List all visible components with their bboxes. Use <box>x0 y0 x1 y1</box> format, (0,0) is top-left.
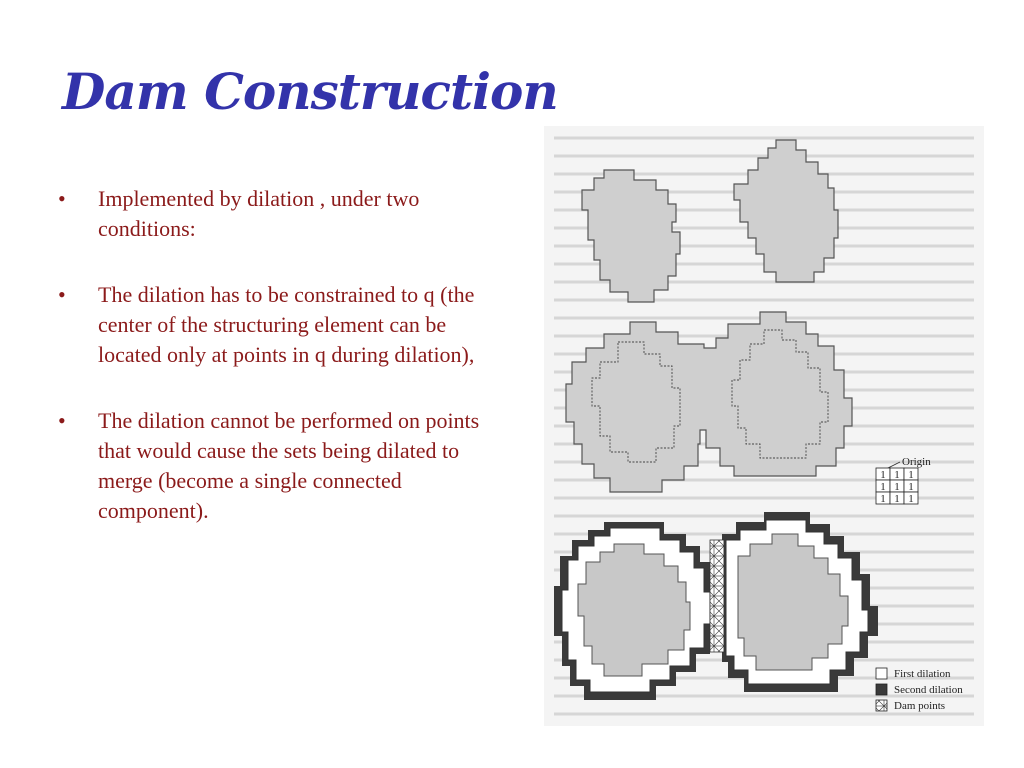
legend-label-dam-points: Dam points <box>894 700 946 712</box>
svg-text:1: 1 <box>894 493 900 505</box>
legend-swatch-second-dilation <box>876 684 887 695</box>
svg-text:1: 1 <box>880 469 886 481</box>
svg-text:1: 1 <box>880 493 886 505</box>
bullet-item <box>58 406 498 526</box>
bullet-text: Implemented by dilation , under two conditions: <box>98 186 420 241</box>
legend-label-first-dilation: First dilation <box>894 668 951 680</box>
svg-text:1: 1 <box>908 493 914 505</box>
legend-label-second-dilation: Second dilation <box>894 684 963 696</box>
bullet-dot-icon: • <box>58 408 66 433</box>
dam-points <box>710 540 724 652</box>
svg-text:1: 1 <box>908 481 914 493</box>
legend-swatch-dam-points <box>876 700 887 711</box>
svg-text:1: 1 <box>894 481 900 493</box>
dam-construction-figure <box>544 126 984 726</box>
svg-text:1: 1 <box>908 469 914 481</box>
structuring-values <box>880 469 914 505</box>
legend-swatch-first-dilation <box>876 668 887 679</box>
svg-text:1: 1 <box>894 469 900 481</box>
bullet-item <box>58 184 498 244</box>
bullet-list <box>58 184 498 562</box>
origin-label: Origin <box>902 456 931 468</box>
bullet-text: The dilation cannot be performed on points that would cause the sets being dilated to merge (become a single connected component). <box>98 408 480 523</box>
bullet-item <box>58 280 498 370</box>
bullet-dot-icon: • <box>58 186 66 211</box>
slide-title: Dam Construction <box>62 62 558 121</box>
svg-text:1: 1 <box>880 481 886 493</box>
bullet-text: The dilation has to be constrained to q (the center of the structuring element can be located only at points in q during dilation), <box>98 282 475 367</box>
bullet-dot-icon: • <box>58 282 66 307</box>
